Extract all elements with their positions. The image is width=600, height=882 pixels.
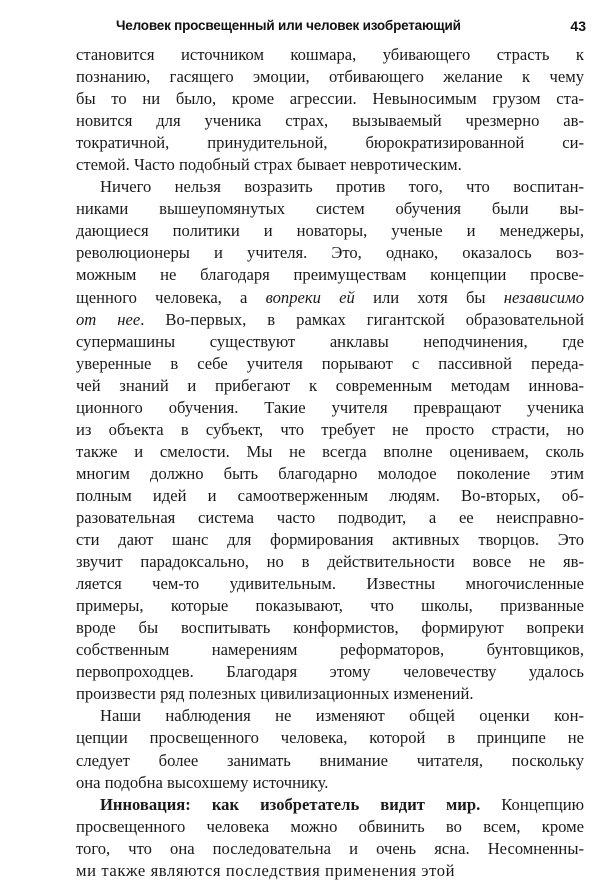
- text-segment: супермашины существуют анклавы неподчинения, где: [76, 331, 584, 351]
- text-segment: просвещенного человека можно обвинить во всем, кроме: [76, 816, 584, 836]
- text-line: [76, 264, 584, 286]
- text-line: [76, 683, 584, 705]
- text-line: [76, 353, 584, 375]
- text-segment: стемой. Часто подобный страх бывает невротическим.: [76, 155, 462, 175]
- text-line: [76, 220, 584, 242]
- text-line: [76, 573, 584, 595]
- text-segment: полным идей и самоотверженным людям. Во-вторых, об-: [76, 485, 584, 505]
- text-segment: следует более занимать внимание читателя, поскольку: [76, 750, 584, 770]
- text-segment: можным не благодаря преимуществам концепции просве-: [76, 265, 584, 285]
- body-text: [76, 44, 584, 882]
- paragraph: [76, 176, 584, 705]
- text-segment: новится для ученика страх, вызываемый чрезмерно ав-: [76, 111, 584, 131]
- italic-text: независимо: [503, 287, 584, 307]
- text-line: [76, 551, 584, 573]
- text-segment: или хотя бы: [354, 287, 504, 307]
- text-line: [76, 860, 584, 882]
- text-line: [76, 485, 584, 507]
- text-segment: цепции просвещенного человека, которой в принципе не: [76, 728, 584, 748]
- text-line: [76, 110, 584, 132]
- text-segment: она подобна высохшему источнику.: [76, 772, 329, 792]
- text-segment: сти дают шанс для формирования активных творцов. Это: [76, 530, 584, 550]
- text-segment: также и смелости. Мы не всегда вполне оцениваем, сколь: [76, 441, 584, 461]
- text-line: [76, 176, 584, 198]
- text-segment: звучит парадоксально, но в действительности вовсе не яв-: [76, 552, 584, 572]
- text-segment: Наши наблюдения не изменяют общей оценки кон-: [100, 706, 584, 726]
- text-segment: произвести ряд полезных цивилизационных изменений.: [76, 684, 474, 704]
- text-line: [76, 838, 584, 860]
- text-line: [76, 242, 584, 264]
- section-run-in-heading: Инновация: как изобретатель видит мир.: [100, 794, 481, 814]
- text-line: [76, 529, 584, 551]
- text-segment: ционного обучения. Такие учителя превращают ученика: [76, 397, 584, 417]
- text-line: [76, 132, 584, 154]
- text-segment: собственным намерениям реформаторов, бунтовщиков,: [76, 640, 584, 660]
- text-line: [76, 727, 584, 749]
- text-segment: ляется чем-то удивительным. Известны многочисленные: [76, 574, 584, 594]
- text-segment: . Во-первых, в рамках гигантской образовательной: [140, 309, 584, 329]
- text-line: [76, 639, 584, 661]
- text-line: [76, 154, 584, 176]
- text-line: [76, 419, 584, 441]
- text-line: [76, 66, 584, 88]
- paragraph: [76, 794, 584, 882]
- text-segment: Ничего нельзя возразить против того, что воспитан-: [100, 177, 584, 197]
- text-segment: первопроходцев. Благодаря этому человечеству удалось: [76, 662, 584, 682]
- page-number: 43: [570, 18, 586, 34]
- text-segment: многим должно быть благодарно молодое поколение этим: [76, 463, 584, 483]
- text-segment: становится источником кошмара, убивающего страсть к: [76, 45, 584, 64]
- text-line: [76, 750, 584, 772]
- text-line: [76, 463, 584, 485]
- text-line: [76, 88, 584, 110]
- text-line: [76, 507, 584, 529]
- text-line: [76, 287, 584, 309]
- text-line: [76, 441, 584, 463]
- text-line: [76, 816, 584, 838]
- text-segment: бы то ни было, кроме агрессии. Невыносимым грузом ста-: [76, 89, 584, 109]
- text-line: [76, 794, 584, 816]
- text-line: [76, 44, 584, 66]
- paragraph: [76, 44, 584, 176]
- italic-text: вопреки ей: [265, 287, 355, 307]
- text-line: [76, 661, 584, 683]
- text-segment: уверенные в себе учителя порывают с пассивной переда-: [76, 353, 584, 373]
- text-line: [76, 198, 584, 220]
- text-segment: разовательная система часто подводит, а ее неисправно-: [76, 507, 584, 527]
- text-line: [76, 309, 584, 331]
- text-segment: из объекта в субъект, что требует не просто страсти, но: [76, 419, 584, 439]
- text-line: [76, 331, 584, 353]
- text-line: [76, 397, 584, 419]
- text-segment: вроде бы воспитывать конформистов, формируют вопреки: [76, 618, 584, 638]
- text-line: [76, 595, 584, 617]
- text-segment: ми также являются последствия применения этой: [76, 860, 456, 880]
- text-segment: дающиеся политики и новаторы, ученые и менеджеры,: [76, 221, 584, 241]
- text-segment: чей знаний и прибегают к современным методам иннова-: [76, 375, 584, 395]
- text-segment: Концепцию: [480, 794, 584, 814]
- italic-text: от нее: [76, 309, 141, 329]
- text-segment: познанию, гасящего эмоции, отбивающего желание к чему: [76, 67, 584, 87]
- chapter-title: Человек просвещенный или человек изобретающий: [116, 18, 461, 33]
- text-line: [76, 617, 584, 639]
- text-segment: революционеры и учителя. Это, однако, оказалось воз-: [76, 243, 584, 263]
- text-line: [76, 375, 584, 397]
- text-segment: примеры, которые показывают, что школы, призванные: [76, 596, 584, 616]
- running-header: [96, 18, 586, 42]
- text-line: [76, 772, 584, 794]
- text-segment: тократичной, принудительной, бюрократизированной си-: [76, 133, 584, 153]
- text-line: [76, 705, 584, 727]
- text-segment: щенного человека, а: [76, 287, 266, 307]
- text-segment: никами вышеупомянутых систем обучения были вы-: [76, 199, 584, 219]
- text-segment: того, что она последовательна и очень ясна. Несомненны-: [76, 838, 584, 858]
